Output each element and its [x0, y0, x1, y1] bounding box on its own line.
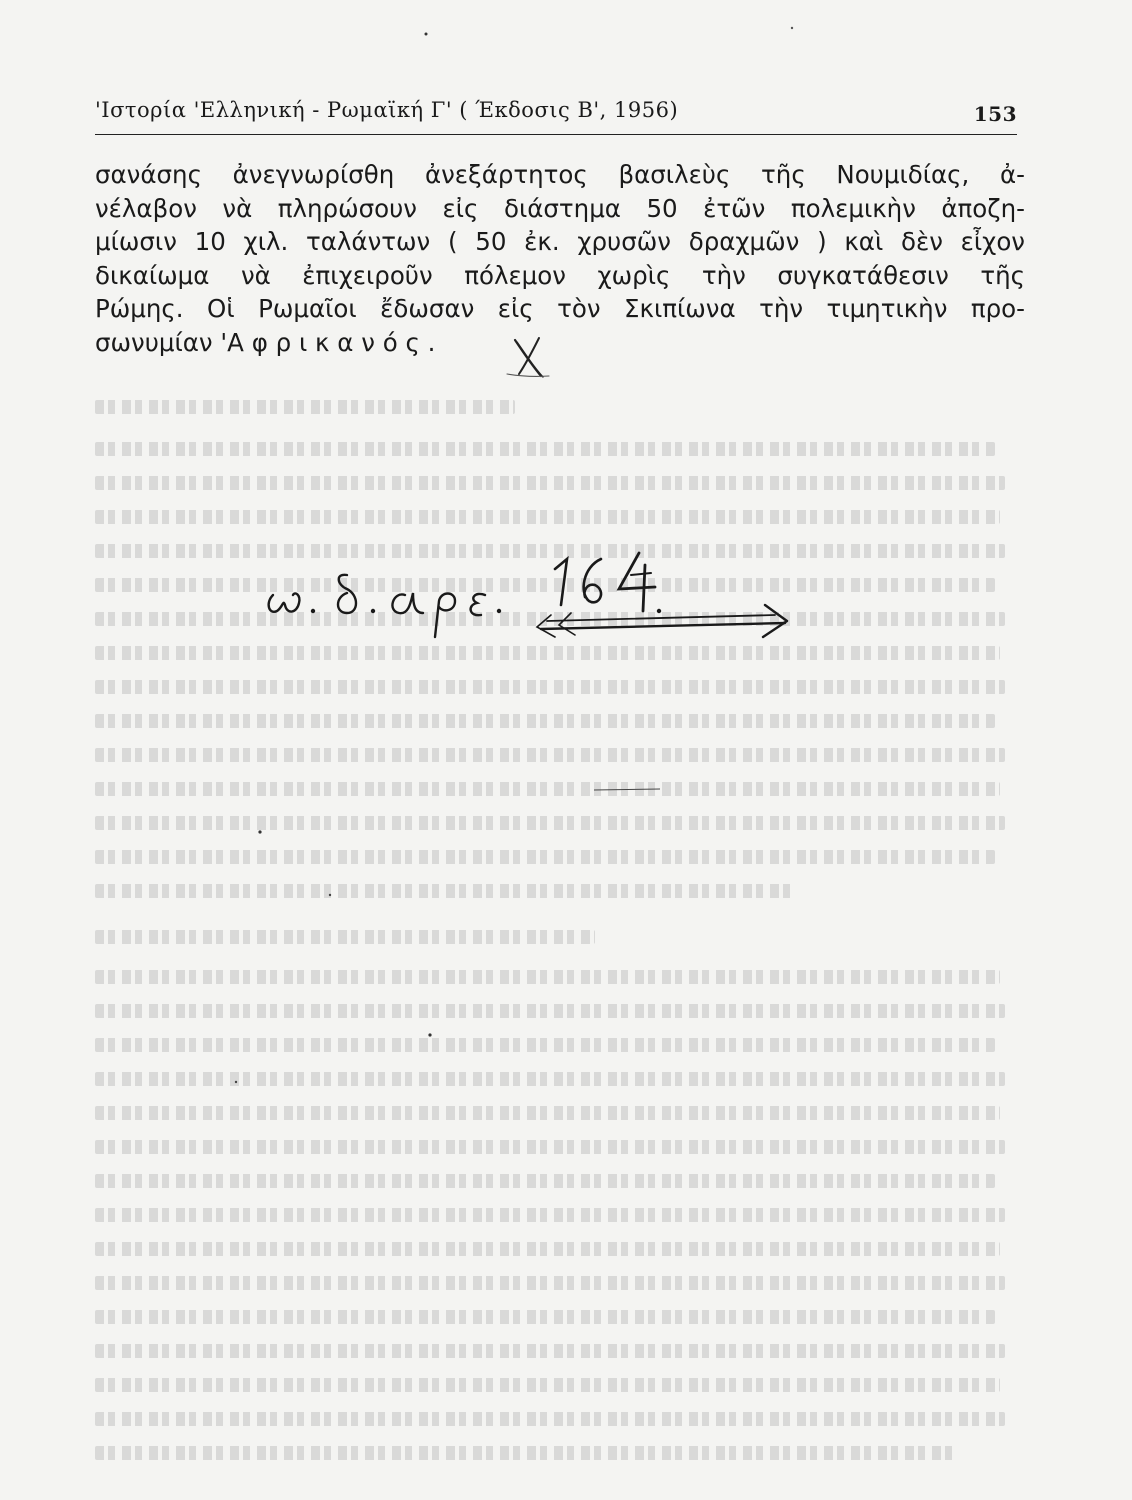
- text-line: μίωσιν 10 χιλ. ταλάντων ( 50 ἐκ. χρυσῶν δραχμῶν ) καὶ δὲν εἶχον: [95, 227, 1025, 256]
- running-head: [95, 98, 1017, 128]
- text-line: σανάσης ἀνεγνωρίσθη ἀνεξάρτητος βασιλεὺς τῆς Νουμιδίας, ἀ-: [95, 160, 1025, 189]
- handwritten-annotation: [255, 545, 815, 655]
- reverse-side-bleedthrough: [95, 370, 1025, 1470]
- handwritten-cross-mark: [505, 332, 555, 382]
- text-line: νέλαβον νὰ πληρώσουν εἰς διάστημα 50 ἐτῶν πολεμικὴν ἀποζη-: [95, 193, 1025, 223]
- page-number: 153: [973, 102, 1017, 126]
- text-line: Ρώμης. Οἱ Ρωμαῖοι ἔδωσαν εἰς τὸν Σκιπίωνα τὴν τιμητικὴν προ-: [95, 294, 1025, 323]
- body-paragraph: [95, 158, 1025, 359]
- header-rule: [95, 134, 1017, 135]
- text-line: σωνυμίαν 'Α φ ρ ι κ α ν ό ς .: [95, 327, 436, 357]
- running-head-title: 'Ιστορία 'Ελληνική - Ρωμαϊκή Γ' ( Έκδοσις Β', 1956): [95, 98, 679, 122]
- text-line: δικαίωμα νὰ ἐπιχειροῦν πόλεμον χωρὶς τὴν συγκατάθεσιν τῆς: [95, 260, 1025, 290]
